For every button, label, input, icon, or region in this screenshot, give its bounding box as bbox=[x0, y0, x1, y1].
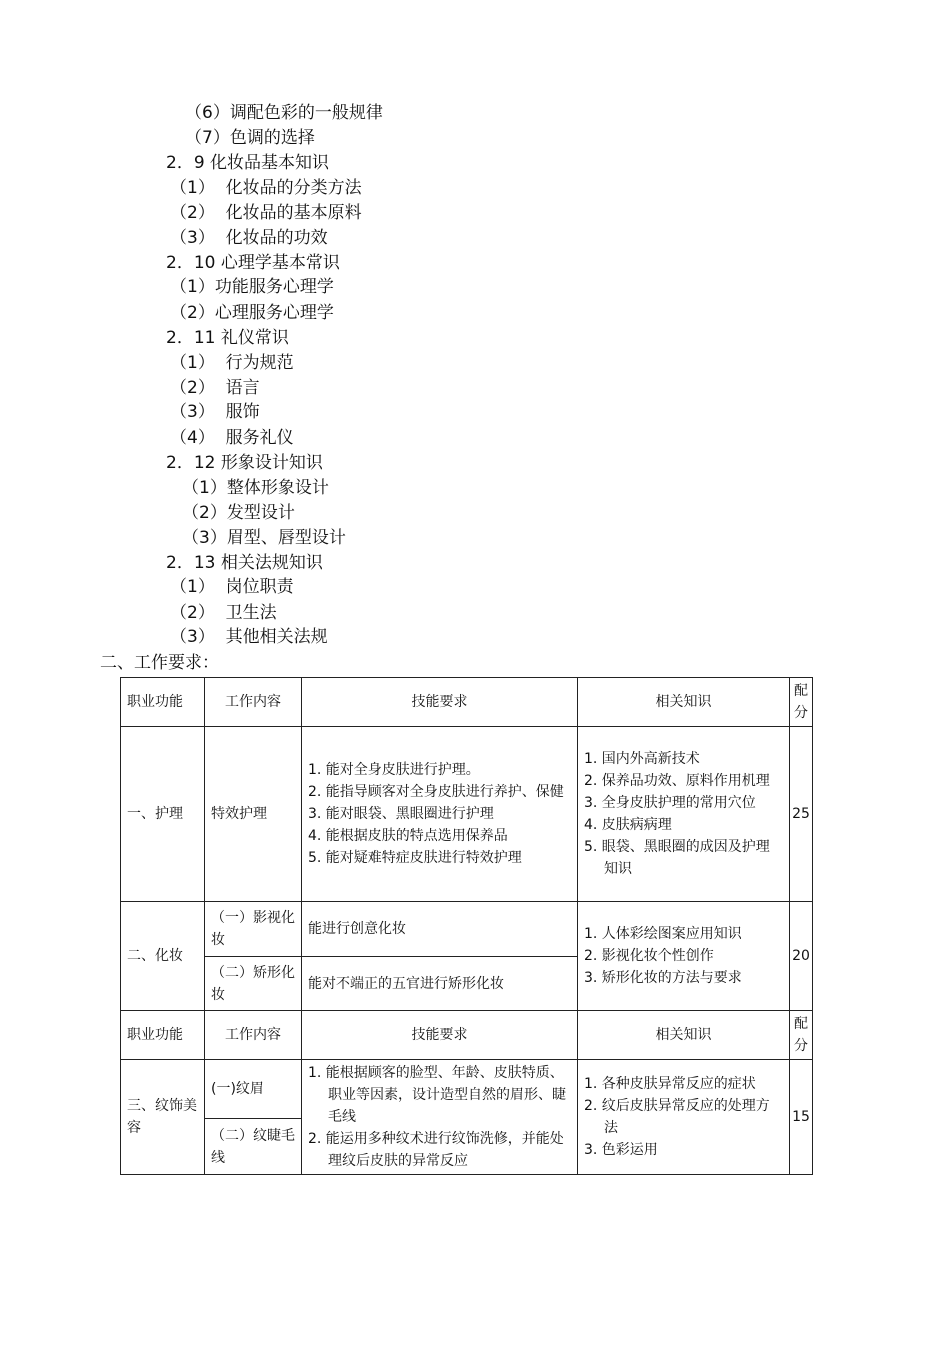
outline-item: （3） 其他相关法规 bbox=[170, 627, 328, 647]
outline-item: （2）心理服务心理学 bbox=[170, 303, 334, 323]
header2-score: 配分 bbox=[790, 1011, 813, 1060]
table-header-row-2 bbox=[121, 1011, 813, 1060]
work-requirements-table bbox=[120, 677, 813, 1175]
list-item: 1. 国内外高新技术 bbox=[584, 751, 700, 767]
table-row bbox=[121, 1060, 813, 1119]
row2-knowledge bbox=[578, 902, 790, 1011]
table-row bbox=[121, 902, 813, 957]
list-item: 1. 能对全身皮肤进行护理。 bbox=[308, 762, 480, 778]
row1-content: 特效护理 bbox=[205, 727, 302, 902]
row2-skill-a: 能进行创意化妆 bbox=[302, 902, 578, 957]
header2-skills: 技能要求 bbox=[302, 1011, 578, 1060]
row1-knowledge bbox=[578, 727, 790, 902]
list-item: 4. 皮肤病病理 bbox=[584, 817, 672, 833]
header2-function: 职业功能 bbox=[121, 1011, 205, 1060]
list-item: 1. 各种皮肤异常反应的症状 bbox=[584, 1076, 756, 1092]
row2-function: 二、化妆 bbox=[121, 902, 205, 1011]
header2-content: 工作内容 bbox=[205, 1011, 302, 1060]
outline-item: （3）眉型、唇型设计 bbox=[182, 528, 346, 548]
outline-item: （6）调配色彩的一般规律 bbox=[185, 103, 383, 123]
row2-skill-b: 能对不端正的五官进行矫形化妆 bbox=[302, 957, 578, 1011]
outline-item: （3） 化妆品的功效 bbox=[170, 228, 328, 248]
list-item: 2. 保养品功效、原料作用机理 bbox=[584, 773, 770, 789]
row3-score: 15 bbox=[790, 1060, 813, 1175]
outline-item: （2）发型设计 bbox=[182, 503, 295, 523]
header2-knowledge: 相关知识 bbox=[578, 1011, 790, 1060]
outline-item: （1）功能服务心理学 bbox=[170, 277, 334, 297]
table-header-row bbox=[121, 678, 813, 727]
row1-function: 一、护理 bbox=[121, 727, 205, 902]
header-function: 职业功能 bbox=[121, 678, 205, 727]
section-title: 二、工作要求： bbox=[100, 653, 219, 673]
outline-item: 2．10 心理学基本常识 bbox=[166, 253, 340, 273]
list-item: 3. 能对眼袋、黑眼圈进行护理 bbox=[308, 806, 494, 822]
row3-content-b: （二）纹睫毛线 bbox=[205, 1119, 302, 1175]
outline-item: （1） 行为规范 bbox=[170, 353, 294, 373]
row2-content-b: （二）矫形化妆 bbox=[205, 957, 302, 1011]
header-skills: 技能要求 bbox=[302, 678, 578, 727]
outline-item: （4） 服务礼仪 bbox=[170, 428, 294, 448]
list-item: 5. 眼袋、黑眼圈的成因及护理知识 bbox=[584, 839, 770, 877]
header-content: 工作内容 bbox=[205, 678, 302, 727]
header-score: 配分 bbox=[790, 678, 813, 727]
row3-function: 三、纹饰美容 bbox=[121, 1060, 205, 1175]
outline-item: 2．12 形象设计知识 bbox=[166, 453, 323, 473]
header-knowledge: 相关知识 bbox=[578, 678, 790, 727]
list-item: 1. 人体彩绘图案应用知识 bbox=[584, 926, 742, 942]
row2-score: 20 bbox=[790, 902, 813, 1011]
outline-item: 2．11 礼仪常识 bbox=[166, 328, 289, 348]
outline-item: （2） 化妆品的基本原料 bbox=[170, 203, 362, 223]
outline-item: 2．13 相关法规知识 bbox=[166, 553, 323, 573]
list-item: 1. 能根据顾客的脸型、年龄、皮肤特质、职业等因素，设计造型自然的眉形、睫毛线 bbox=[308, 1065, 566, 1125]
list-item: 3. 色彩运用 bbox=[584, 1142, 658, 1158]
list-item: 2. 能运用多种纹术进行纹饰洗修，并能处理纹后皮肤的异常反应 bbox=[308, 1131, 564, 1169]
row3-content-a: (一)纹眉 bbox=[205, 1060, 302, 1119]
outline-item: （3） 服饰 bbox=[170, 402, 260, 422]
outline-item: （1） 化妆品的分类方法 bbox=[170, 178, 362, 198]
list-item: 3. 矫形化妆的方法与要求 bbox=[584, 970, 742, 986]
row3-knowledge bbox=[578, 1060, 790, 1175]
row1-score: 25 bbox=[790, 727, 813, 902]
row3-skills bbox=[302, 1060, 578, 1175]
list-item: 2. 能指导顾客对全身皮肤进行养护、保健 bbox=[308, 784, 564, 800]
row2-content-a: （一）影视化妆 bbox=[205, 902, 302, 957]
outline-item: （1） 岗位职责 bbox=[170, 577, 294, 597]
table-row bbox=[121, 727, 813, 902]
row1-skills bbox=[302, 727, 578, 902]
outline-item: （2） 卫生法 bbox=[170, 603, 277, 623]
list-item: 2. 纹后皮肤异常反应的处理方法 bbox=[584, 1098, 770, 1136]
outline-item: （1）整体形象设计 bbox=[182, 478, 329, 498]
list-item: 2. 影视化妆个性创作 bbox=[584, 948, 714, 964]
outline-item: （2） 语言 bbox=[170, 378, 260, 398]
list-item: 3. 全身皮肤护理的常用穴位 bbox=[584, 795, 756, 811]
outline-item: （7）色调的选择 bbox=[185, 128, 315, 148]
list-item: 4. 能根据皮肤的特点选用保养品 bbox=[308, 828, 508, 844]
list-item: 5. 能对疑难特症皮肤进行特效护理 bbox=[308, 850, 522, 866]
outline-item: 2．9 化妆品基本知识 bbox=[166, 153, 330, 173]
